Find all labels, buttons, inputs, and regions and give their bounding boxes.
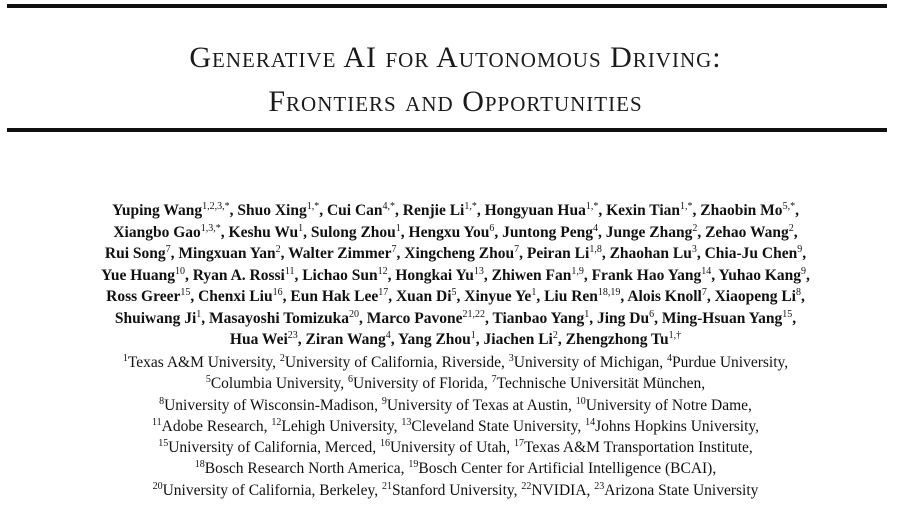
author-name: Hengxu You <box>408 223 490 241</box>
author-separator: , <box>294 266 303 284</box>
author-name: Ziran Wang <box>305 331 386 348</box>
author-name: Xiaopeng Li <box>714 288 796 305</box>
author-affiliation-marker: 1 <box>470 329 476 341</box>
affiliation-name: University of Notre Dame, <box>585 396 752 414</box>
author-separator: , <box>692 202 701 219</box>
author-affiliation-marker: 4 <box>593 222 598 234</box>
affiliation-number: 10 <box>575 395 586 407</box>
author-line <box>0 265 911 287</box>
affiliation-number: 19 <box>408 459 419 471</box>
author-affiliation-marker: 1,8 <box>589 243 602 255</box>
author-affiliation-marker: 4,* <box>382 200 396 212</box>
author-separator: , <box>387 266 396 284</box>
author-list <box>0 200 911 351</box>
author-affiliation-marker: 21,22 <box>462 308 485 320</box>
author-affiliation-marker: 2 <box>552 329 558 341</box>
author-name: Peiran Li <box>526 245 590 262</box>
author-affiliation-marker: 1,* <box>585 200 599 212</box>
author-affiliation-marker: 9 <box>801 265 807 277</box>
affiliation-number: 8 <box>159 395 165 407</box>
affiliation-line <box>0 352 911 373</box>
author-separator: , <box>598 223 606 241</box>
author-name: Sulong Zhou <box>310 223 396 241</box>
affiliation-list <box>0 352 911 501</box>
author-affiliation-marker: 20 <box>349 308 359 320</box>
author-name: Xuan Di <box>395 288 452 305</box>
affiliation-number: 2 <box>279 352 285 364</box>
affiliation-number: 11 <box>151 416 162 428</box>
author-separator: , <box>388 288 396 305</box>
author-line <box>0 200 911 222</box>
author-name: Masayoshi Tomizuka <box>209 309 349 327</box>
affiliation-name: Arizona State University <box>604 481 759 499</box>
author-affiliation-marker: 6 <box>649 308 655 320</box>
author-affiliation-marker: 2 <box>788 222 794 234</box>
affiliation-number: 3 <box>508 352 514 364</box>
author-separator: , <box>185 266 193 284</box>
author-affiliation-marker: 7 <box>514 243 520 255</box>
author-name: Liu Ren <box>544 288 598 305</box>
author-line <box>0 286 911 308</box>
affiliation-name: University of California, Riverside, <box>284 354 509 371</box>
author-separator: , <box>220 223 229 241</box>
affiliation-name: Purdue University, <box>672 354 789 371</box>
affiliation-number: 16 <box>379 438 390 450</box>
author-name: Kexin Tian <box>606 202 681 219</box>
author-separator: , <box>303 223 311 241</box>
author-separator: , <box>802 245 807 262</box>
author-affiliation-marker: 7 <box>165 243 171 255</box>
author-affiliation-marker: 7 <box>391 243 397 255</box>
author-separator: , <box>476 202 485 219</box>
author-name: Hongkai Yu <box>395 266 474 284</box>
author-affiliation-marker: 1,* <box>680 200 693 212</box>
author-affiliation-marker: 13 <box>473 265 484 277</box>
author-affiliation-marker: 11 <box>284 265 295 277</box>
author-name: Zehao Wang <box>705 223 789 241</box>
author-separator: , <box>483 266 492 284</box>
author-separator: , <box>589 309 597 327</box>
author-separator: , <box>696 245 705 262</box>
author-separator: , <box>706 288 715 305</box>
affiliation-name: Bosch Research North America, <box>204 460 409 478</box>
affiliation-line <box>0 458 911 479</box>
author-name: Cui Can <box>326 202 383 219</box>
author-name: Chia-Ju Chen <box>704 245 798 262</box>
author-affiliation-marker: 1,† <box>668 329 682 341</box>
author-separator: , <box>484 309 493 327</box>
author-affiliation-marker: 14 <box>701 265 712 277</box>
author-name: Zhaobin Mo <box>700 202 783 219</box>
affiliation-number: 14 <box>585 416 596 428</box>
author-separator: , <box>557 331 566 348</box>
author-separator: , <box>793 223 798 241</box>
author-name: Jing Du <box>596 309 650 327</box>
affiliation-line <box>0 373 911 394</box>
affiliation-name: Adobe Research, <box>161 417 272 435</box>
author-affiliation-marker: 15 <box>180 286 191 298</box>
author-name: Walter Zimmer <box>288 245 392 262</box>
author-name: Ming-Hsuan Yang <box>661 309 783 327</box>
author-affiliation-marker: 4 <box>385 329 391 341</box>
author-affiliation-marker: 1,9 <box>571 265 584 277</box>
author-affiliation-marker: 5 <box>451 286 457 298</box>
author-separator: , <box>475 331 484 348</box>
author-separator: , <box>390 331 398 348</box>
affiliation-line <box>0 395 911 416</box>
author-name: Shuiwang Ji <box>114 309 197 327</box>
author-affiliation-marker: 2 <box>275 243 281 255</box>
author-separator: , <box>282 288 291 305</box>
author-name: Yuping Wang <box>112 202 203 219</box>
author-name: Frank Hao Yang <box>591 266 702 284</box>
author-separator: , <box>494 223 503 241</box>
author-name: Keshu Wu <box>228 223 299 241</box>
author-name: Yuhao Kang <box>718 266 802 284</box>
author-name: Xingcheng Zhou <box>404 245 515 262</box>
affiliation-name: Stanford University, <box>391 481 522 499</box>
author-separator: , <box>400 223 409 241</box>
author-separator: , <box>795 202 799 219</box>
author-name: Juntong Peng <box>502 223 593 241</box>
author-affiliation-marker: 1 <box>298 222 304 234</box>
affiliation-number: 18 <box>194 459 205 471</box>
author-name: Marco Pavone <box>366 309 463 327</box>
top-rule <box>7 4 887 8</box>
affiliation-name: Texas A&M Transportation Institute, <box>523 439 753 457</box>
author-separator: , <box>583 266 592 284</box>
author-line <box>0 243 911 265</box>
affiliation-number: 5 <box>205 374 211 386</box>
affiliation-number: 9 <box>381 395 387 407</box>
affiliation-number: 6 <box>348 374 354 386</box>
author-separator: , <box>697 223 706 241</box>
author-affiliation-marker: 1,3,* <box>200 222 221 234</box>
author-separator: , <box>280 245 289 262</box>
affiliation-name: University of Wisconsin-Madison, <box>164 396 382 414</box>
author-separator: , <box>190 288 199 305</box>
author-separator: , <box>711 266 719 284</box>
bottom-rule <box>7 128 887 132</box>
author-name: Hongyuan Hua <box>484 202 586 219</box>
author-affiliation-marker: 9 <box>797 243 803 255</box>
affiliation-number: 17 <box>513 438 524 450</box>
affiliation-number: 1 <box>122 352 128 364</box>
author-affiliation-marker: 3 <box>691 243 697 255</box>
author-name: Zhengzhong Tu <box>565 331 669 348</box>
author-separator: , <box>201 309 210 327</box>
author-affiliation-marker: 18,19 <box>597 286 621 298</box>
author-affiliation-marker: 7 <box>701 286 707 298</box>
author-separator: , <box>456 288 465 305</box>
author-affiliation-marker: 8 <box>795 286 801 298</box>
author-name: Alois Knoll <box>627 288 702 305</box>
affiliation-name: University of California, Berkeley, <box>162 481 382 499</box>
affiliation-number: 23 <box>594 480 605 492</box>
author-name: Xinyue Ye <box>464 288 532 305</box>
author-name: Chenxi Liu <box>198 288 273 305</box>
title-line-2: Frontiers and Opportunities <box>268 85 643 118</box>
author-affiliation-marker: 1,* <box>464 200 477 212</box>
author-separator: , <box>170 245 179 262</box>
author-separator: , <box>396 245 405 262</box>
affiliation-number: 4 <box>667 352 673 364</box>
author-name: Eun Hak Lee <box>290 288 379 305</box>
affiliation-name: Bosch Center for Artificial Intelligence (BCAI), <box>418 460 717 478</box>
author-separator: , <box>601 245 610 262</box>
affiliation-number: 7 <box>491 374 497 386</box>
author-separator: , <box>297 331 306 348</box>
author-separator: , <box>800 288 805 305</box>
author-separator: , <box>395 202 403 219</box>
author-affiliation-marker: 12 <box>377 265 388 277</box>
affiliation-name: Columbia University, <box>210 375 349 393</box>
author-affiliation-marker: 1 <box>531 286 537 298</box>
affiliation-name: University of Michigan, <box>513 354 668 371</box>
author-separator: , <box>536 288 545 305</box>
author-name: Renjie Li <box>402 202 465 219</box>
author-name: Lichao Sun <box>302 266 378 284</box>
author-name: Zhaohan Lu <box>609 245 692 262</box>
affiliation-line <box>0 480 911 501</box>
author-name: Zhiwen Fan <box>491 266 572 284</box>
author-affiliation-marker: 15 <box>782 308 793 320</box>
affiliation-number: 22 <box>521 480 532 492</box>
author-affiliation-marker: 1,2,3,* <box>202 200 230 212</box>
author-name: Shuo Xing <box>237 202 307 219</box>
author-affiliation-marker: 1 <box>584 308 590 320</box>
author-line <box>0 329 911 351</box>
author-affiliation-marker: 2 <box>692 222 698 234</box>
affiliation-name: Johns Hopkins University, <box>595 417 760 435</box>
author-affiliation-marker: 17 <box>378 286 389 298</box>
author-name: Ross Greer <box>106 288 181 305</box>
author-name: Hua Wei <box>229 331 288 348</box>
affiliation-name: NVIDIA, <box>531 481 595 499</box>
affiliation-name: University of Florida, <box>353 375 492 393</box>
affiliation-number: 21 <box>381 480 392 492</box>
author-affiliation-marker: 10 <box>175 265 186 277</box>
author-separator: , <box>319 202 327 219</box>
author-name: Yue Huang <box>101 266 176 284</box>
author-affiliation-marker: 5,* <box>782 200 796 212</box>
author-name: Tianbao Yang <box>492 309 585 327</box>
affiliation-name: Cleveland State University, <box>411 417 586 435</box>
author-line <box>0 308 911 330</box>
author-name: Mingxuan Yan <box>178 245 276 262</box>
affiliation-name: University of Texas at Austin, <box>386 396 576 414</box>
author-separator: , <box>654 309 662 327</box>
author-affiliation-marker: 1 <box>395 222 401 234</box>
author-separator: , <box>229 202 238 219</box>
affiliation-number: 20 <box>152 480 163 492</box>
paper-title <box>0 36 911 124</box>
author-affiliation-marker: 23 <box>287 329 298 341</box>
author-separator: , <box>598 202 607 219</box>
author-name: Jiachen Li <box>483 331 553 348</box>
affiliation-name: Lehigh University, <box>281 417 402 435</box>
author-name: Junge Zhang <box>605 223 693 241</box>
author-affiliation-marker: 6 <box>489 222 495 234</box>
affiliation-name: University of Utah, <box>389 439 514 457</box>
author-affiliation-marker: 1 <box>196 308 202 320</box>
author-line <box>0 222 911 244</box>
affiliation-name: University of California, Merced, <box>168 439 380 457</box>
author-name: Rui Song <box>104 245 166 262</box>
author-name: Yang Zhou <box>397 331 471 348</box>
author-separator: , <box>620 288 628 305</box>
author-separator: , <box>806 266 810 284</box>
affiliation-number: 15 <box>158 438 169 450</box>
author-separator: , <box>519 245 527 262</box>
author-affiliation-marker: 1,* <box>306 200 320 212</box>
affiliation-name: Technische Universität München, <box>496 375 706 393</box>
affiliation-line <box>0 437 911 458</box>
affiliation-line <box>0 416 911 437</box>
affiliation-number: 13 <box>401 416 412 428</box>
author-name: Xiangbo Gao <box>113 223 201 241</box>
affiliation-name: Texas A&M University, <box>127 354 280 371</box>
author-affiliation-marker: 16 <box>272 286 283 298</box>
author-separator: , <box>792 309 797 327</box>
author-separator: , <box>359 309 367 327</box>
affiliation-number: 12 <box>271 416 282 428</box>
author-name: Ryan A. Rossi <box>192 266 285 284</box>
title-line-1: Generative AI for Autonomous Driving: <box>189 41 722 74</box>
